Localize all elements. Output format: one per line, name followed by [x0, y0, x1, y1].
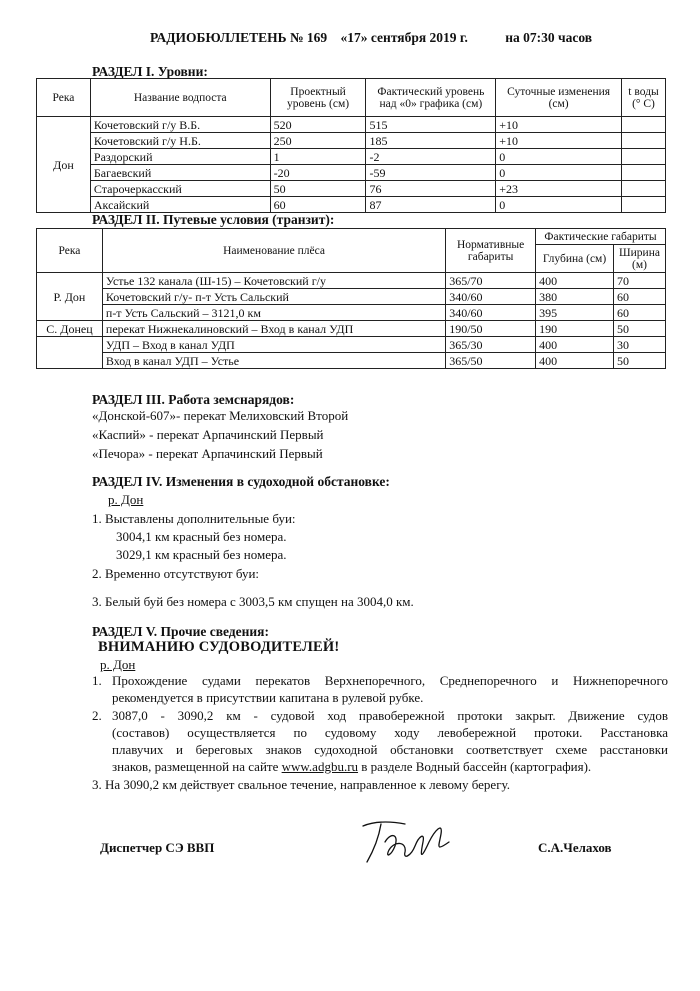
project-level: -20	[270, 165, 366, 181]
actual-level: 87	[366, 197, 496, 213]
table-row	[37, 337, 666, 353]
normative: 365/30	[446, 337, 536, 353]
col-river: Река	[37, 79, 91, 117]
table-row	[37, 197, 666, 213]
river-cell: Р. Дон	[37, 273, 103, 321]
daily-change: 0	[496, 165, 622, 181]
actual-level: 185	[366, 133, 496, 149]
water-temp	[621, 181, 665, 197]
col-actual-dims: Фактические габариты	[536, 229, 666, 245]
dredger-line: «Печора» - перекат Арпачинский Первый	[92, 446, 323, 461]
width: 50	[613, 353, 665, 369]
actual-level: 515	[366, 117, 496, 133]
col-water-temp: t воды (° C)	[621, 79, 665, 117]
bulletin-time: на 07:30 часов	[505, 30, 593, 45]
normative: 365/70	[446, 273, 536, 289]
river-cell-empty	[37, 353, 103, 369]
para2-line: 3087,0 - 3090,2 км - судовой ход правобережной протоки закрыт. Движение судов	[112, 708, 668, 723]
bulletin-title: РАДИОБЮЛЛЕТЕНЬ № 169	[150, 30, 328, 45]
project-level: 1	[270, 149, 366, 165]
table-row	[37, 321, 666, 337]
section4-item2: 2. Временно отсутствуют буи:	[92, 566, 260, 581]
daily-change: +10	[496, 117, 622, 133]
post-name: Багаевский	[90, 165, 270, 181]
bulletin-month-year: сентября 2019 г.	[370, 30, 468, 45]
col-project-level: Проектный уровень (см)	[270, 79, 366, 117]
normative: 340/60	[446, 289, 536, 305]
depth: 400	[536, 273, 614, 289]
para2-text: в разделе Водный бассейн (картография).	[358, 759, 592, 774]
stretch-name: п-т Усть Сальский – 3121,0 км	[102, 305, 445, 321]
water-temp	[621, 149, 665, 165]
dredger-line: «Донской-607»- перекат Мелиховский Второй	[92, 408, 349, 423]
col-stretch-name: Наименование плёса	[102, 229, 445, 273]
col-actual-level: Фактический уровень над «0» графика (см)	[366, 79, 496, 117]
width: 50	[613, 321, 665, 337]
section4-item1a: 3004,1 км красный без номера.	[116, 529, 287, 544]
normative: 365/50	[446, 353, 536, 369]
river-cell: Дон	[37, 117, 91, 213]
table-row	[37, 181, 666, 197]
width: 70	[613, 273, 665, 289]
post-name: Аксайский	[90, 197, 270, 213]
stretch-name: Кочетовский г/у- п-т Усть Сальский	[102, 289, 445, 305]
section4-item1: 1. Выставлены дополнительные буи:	[92, 511, 296, 526]
para2-line: (составов) осуществляется по судовому ходу левобережной протоки. Расстановка	[112, 725, 668, 740]
project-level: 50	[270, 181, 366, 197]
table-row	[37, 353, 666, 369]
transit-table	[36, 228, 666, 369]
bulletin-day: «17»	[340, 30, 368, 45]
col-depth: Глубина (см)	[536, 245, 614, 273]
post-name: Кочетовский г/у В.Б.	[90, 117, 270, 133]
section4-title: РАЗДЕЛ IV. Изменения в судоходной обстановке:	[92, 474, 390, 489]
water-temp	[621, 165, 665, 181]
bulletin-header	[150, 30, 592, 46]
depth: 190	[536, 321, 614, 337]
col-daily-change: Суточные изменения (см)	[496, 79, 622, 117]
project-level: 520	[270, 117, 366, 133]
actual-level: -2	[366, 149, 496, 165]
para2-line: плавучих и береговых знаков судоходной обстановки соответствует схеме расстановки	[112, 742, 668, 757]
para2-line	[112, 758, 591, 776]
project-level: 60	[270, 197, 366, 213]
daily-change: 0	[496, 197, 622, 213]
website-link[interactable]: www.adgbu.ru	[281, 759, 359, 774]
post-name: Раздорский	[90, 149, 270, 165]
stretch-name: Устье 132 канала (Ш-15) – Кочетовский г/у	[102, 273, 445, 289]
section2-title: РАЗДЕЛ II. Путевые условия (транзит):	[92, 212, 335, 227]
water-temp	[621, 197, 665, 213]
stretch-name: перекат Нижнекалиновский – Вход в канал УДП	[102, 321, 445, 337]
stretch-name: Вход в канал УДП – Устье	[102, 353, 445, 369]
attention-heading: ВНИМАНИЮ СУДОВОДИТЕЛЕЙ!	[98, 639, 340, 655]
signature-icon	[355, 812, 465, 872]
table-row	[37, 165, 666, 181]
section5-item3: 3. На 3090,2 км действует свальное течение, направленное к левому берегу.	[92, 777, 510, 792]
section4-item3: 3. Белый буй без номера с 3003,5 км спущен на 3004,0 км.	[92, 594, 414, 609]
item-number: 1.	[92, 673, 102, 688]
water-temp	[621, 133, 665, 149]
normative: 190/50	[446, 321, 536, 337]
table-row	[37, 149, 666, 165]
width: 60	[613, 289, 665, 305]
depth: 380	[536, 289, 614, 305]
table-row	[37, 117, 666, 133]
actual-level: -59	[366, 165, 496, 181]
levels-header-row	[37, 79, 666, 117]
section4-river: р. Дон	[108, 492, 144, 507]
section3-title: РАЗДЕЛ III. Работа земснарядов:	[92, 392, 295, 407]
section4-item1b: 3029,1 км красный без номера.	[116, 547, 287, 562]
section1-title: РАЗДЕЛ I. Уровни:	[92, 64, 208, 79]
depth: 400	[536, 353, 614, 369]
col-width: Ширина (м)	[613, 245, 665, 273]
river-cell: С. Донец	[37, 321, 103, 337]
signer-name: С.А.Челахов	[538, 840, 612, 855]
daily-change: +10	[496, 133, 622, 149]
table-row	[37, 305, 666, 321]
normative: 340/60	[446, 305, 536, 321]
daily-change: +23	[496, 181, 622, 197]
depth: 400	[536, 337, 614, 353]
actual-level: 76	[366, 181, 496, 197]
section5-river: р. Дон	[100, 657, 136, 672]
transit-header-row	[37, 229, 666, 245]
project-level: 250	[270, 133, 366, 149]
dredger-line: «Каспий» - перекат Арпачинский Первый	[92, 427, 324, 442]
para2-text: знаков, размещенной на сайте	[112, 759, 282, 774]
col-normative: Нормативные габариты	[446, 229, 536, 273]
para1-line: Прохождение судами перекатов Верхнепоречного, Среднепоречного и Нижнепоречного	[112, 673, 668, 688]
river-cell-empty	[37, 337, 103, 353]
post-name: Старочеркасский	[90, 181, 270, 197]
table-row	[37, 273, 666, 289]
daily-change: 0	[496, 149, 622, 165]
section5-title: РАЗДЕЛ V. Прочие сведения:	[92, 624, 269, 639]
table-row	[37, 289, 666, 305]
water-temp	[621, 117, 665, 133]
levels-table	[36, 78, 666, 213]
dispatcher-title: Диспетчер СЭ ВВП	[100, 840, 215, 855]
post-name: Кочетовский г/у Н.Б.	[90, 133, 270, 149]
depth: 395	[536, 305, 614, 321]
col-river: Река	[37, 229, 103, 273]
width: 30	[613, 337, 665, 353]
item-number: 2.	[92, 708, 102, 723]
width: 60	[613, 305, 665, 321]
col-post-name: Название водпоста	[90, 79, 270, 117]
para1-line: рекомендуется в присутствии капитана в рулевой рубке.	[112, 690, 424, 705]
table-row	[37, 133, 666, 149]
stretch-name: УДП – Вход в канал УДП	[102, 337, 445, 353]
